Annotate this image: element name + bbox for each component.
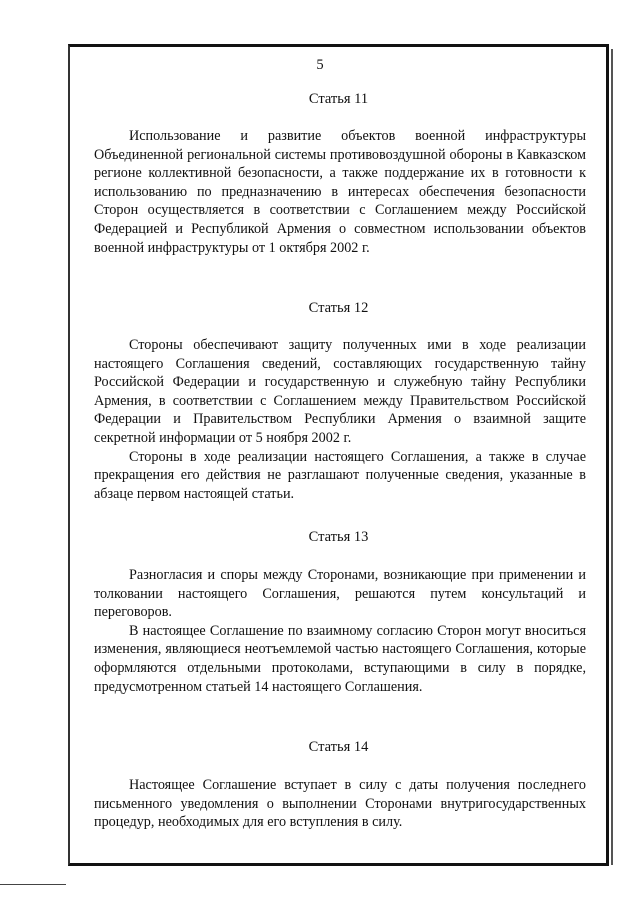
article-12-heading: Статья 12 — [308, 300, 369, 316]
article-14-body — [94, 776, 586, 832]
article-13-paragraph-2: В настоящее Соглашение по взаимному согласию Сторон могут вноситься изменения, являющиеся неотъемлемой частью настоящего Соглашения, которые оформляются отдельными протоколами, вступающими в силу в порядке, предусмотренном статьей 14 настоящего Соглашения. — [94, 622, 586, 695]
article-11-heading: Статья 11 — [308, 91, 369, 107]
page-number: 5 — [316, 57, 324, 73]
article-12-paragraph-1: Стороны обеспечивают защиту полученных ими в ходе реализации настоящего Соглашения сведений, составляющих государственную тайну Российской Федерации и государственную и служебную тайну Республики Армения, в соответствии с Соглашением между Правительством Российской Федерации и Правительством Республики Армения о взаимной защите секретной информации от 5 ноября 2002 г. — [94, 337, 586, 446]
article-12-paragraph-2: Стороны в ходе реализации настоящего Соглашения, а также в случае прекращения его действия не разглашают полученные сведения, указанные в абзаце первом настоящей статьи. — [94, 448, 586, 502]
footer-rule — [0, 884, 66, 885]
article-12-body — [94, 336, 586, 503]
article-13-body — [94, 566, 586, 696]
article-11-paragraph-1: Использование и развитие объектов военной инфраструктуры Объединенной региональной системы противовоздушной обороны в Кавказском регионе коллективной безопасности, а также поддержание их в готовности к использованию по предназначению в интересах обеспечения безопасности Сторон осуществляется в соответствии с Соглашением между Российской Федерацией и Республикой Армения о совместном использовании объектов военной инфраструктуры от 1 октября 2002 г. — [94, 128, 586, 256]
article-13-heading: Статья 13 — [308, 529, 369, 545]
article-11-body — [94, 127, 586, 257]
article-14-paragraph-1: Настоящее Соглашение вступает в силу с даты получения последнего письменного уведомления о выполнении Сторонами внутригосударственных процедур, необходимых для его вступления в силу. — [94, 777, 586, 831]
article-14-heading: Статья 14 — [308, 739, 369, 755]
article-13-paragraph-1: Разногласия и споры между Сторонами, возникающие при применении и толковании настоящего Соглашения, решаются путем консультаций и переговоров. — [94, 567, 586, 621]
